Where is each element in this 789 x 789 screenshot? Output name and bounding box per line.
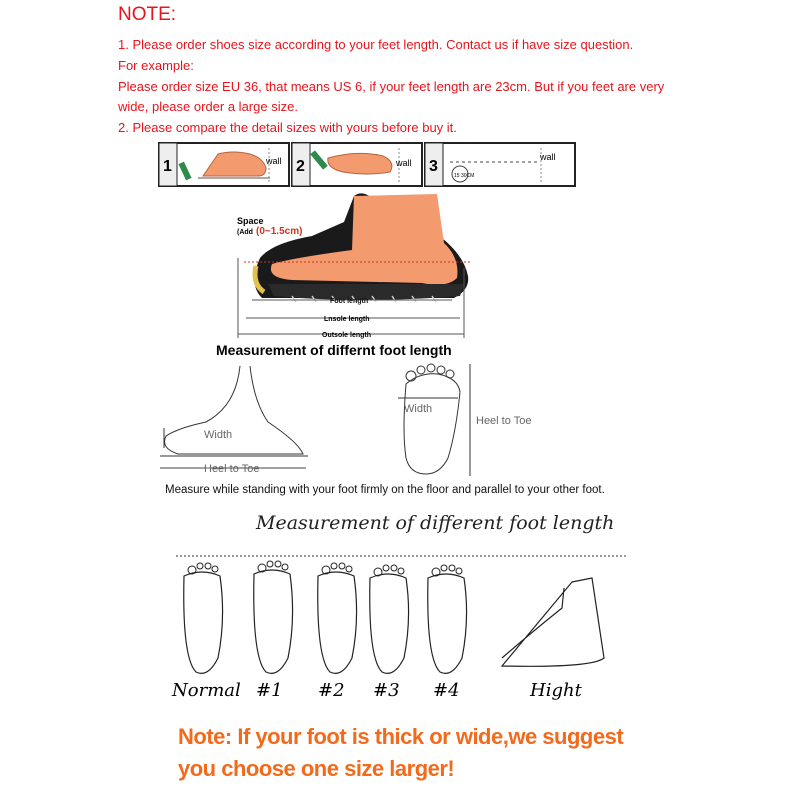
note-line-3: Please order size EU 36, that means US 6, if your feet length are 23cm. But if you feet are very wide, please order a large size. [118,79,665,114]
shoe-diagram-title: Measurement of differnt foot length [216,342,452,358]
outsole-length-label: Outsole length [322,332,371,339]
insole-length-label: Lnsole length [324,316,370,323]
step-2-panel [292,143,422,186]
size-footnote: Note: If your foot is thick or wide,we suggest you choose one size larger! [178,724,624,781]
step-2-number: 2 [296,158,305,175]
top-width-label: Width [404,403,433,415]
foot-type-1 [254,570,293,673]
measure-steps-strip [158,142,578,188]
foot-normal [184,572,223,673]
space-value-label: (0~1.5cm) [256,226,303,237]
foot-length-label: Foot length [330,298,369,305]
space-label: Space [237,216,264,226]
wall-label-2: wall [396,158,412,168]
ruler-label: 15 30CM [454,173,475,179]
foot-type-3 [370,574,409,673]
label-type-2: #2 [318,680,345,701]
step-3-number: 3 [429,158,438,175]
foot-measure-diagram [158,362,532,482]
side-foot-outline [165,366,304,454]
note-line-1: 1. Please order shoes size according to your feet length. Contact us if have size question. [118,37,634,52]
side-width-label: Width [204,429,233,441]
label-type-3: #3 [373,680,400,701]
foot-types-title: Measurement of different foot length [256,512,615,534]
foot-type-4 [428,574,467,673]
note-line-4: 2. Please compare the detail sizes with yours before buy it. [118,120,457,135]
label-type-1: #1 [256,680,283,701]
label-type-4: #4 [433,680,460,701]
measure-caption: Measure while standing with your foot firmly on the floor and parallel to your other foot. [165,484,605,496]
side-heel-to-toe-label: Heel to Toe [204,463,260,475]
foot-high-arch [502,578,604,666]
step-3-panel [425,143,575,186]
shoe-length-diagram [232,188,512,358]
note-line-2: For example: [118,58,194,73]
label-hight: Hight [530,680,582,701]
top-heel-to-toe-label: Heel to Toe [476,415,532,427]
step-1-number: 1 [163,158,172,175]
wall-label-3: wall [540,152,556,162]
top-foot-outline [404,374,460,474]
note-title: NOTE: [118,4,177,25]
step-1-panel [159,143,289,186]
label-normal: Normal [172,680,241,701]
foot-type-2 [318,572,357,673]
wall-label-1: wall [266,156,282,166]
space-add-label: (Add [237,229,253,236]
